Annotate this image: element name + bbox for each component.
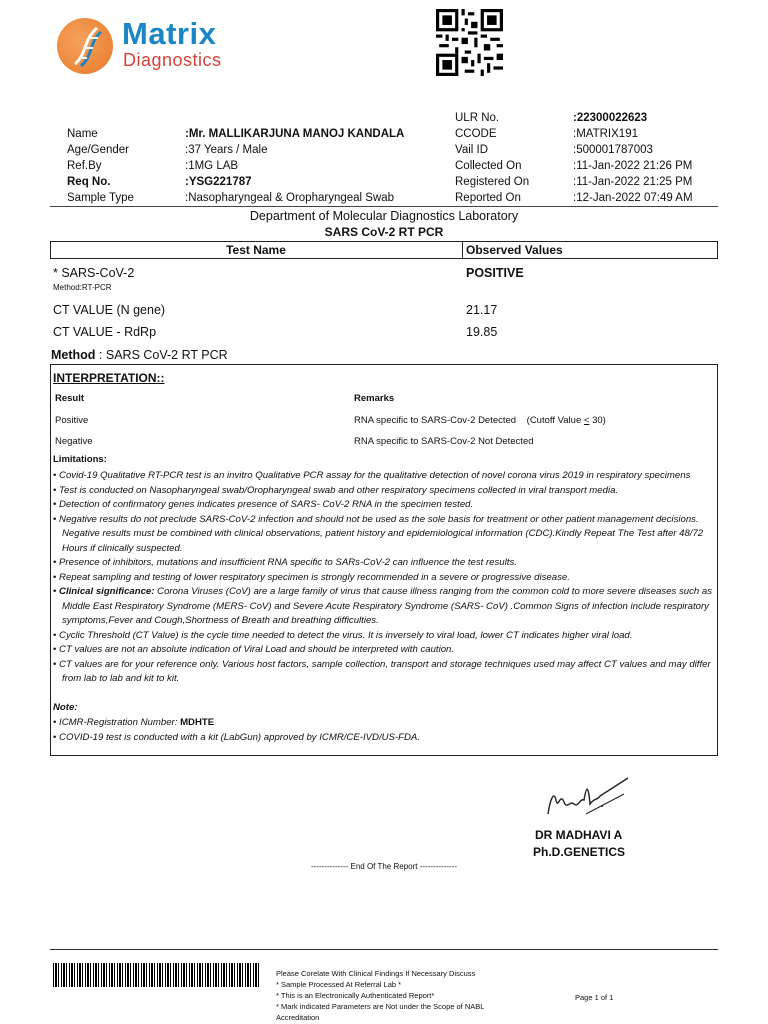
limitation-item: • Presence of inhibitors, mutations and insufficient RNA specific to SARs-CoV-2 can influence the test results.: [53, 556, 719, 571]
signatory-qualification: Ph.D.GENETICS: [533, 845, 626, 859]
age-value: :37 Years / Male: [185, 144, 268, 156]
limitation-item: • Test is conducted on Nasopharyngeal swab/Oropharyngeal swab and other respiratory specimens collected in viral transport media.: [53, 484, 719, 499]
ccode-value: :MATRIX191: [573, 128, 638, 140]
ref-label: Ref.By: [67, 160, 102, 172]
interp-result-negative: Negative: [55, 436, 93, 447]
method-line: Method : SARS CoV-2 RT PCR: [51, 348, 228, 362]
results-header-divider: [462, 241, 463, 259]
header-divider: [50, 206, 718, 207]
registered-value: :11-Jan-2022 21:25 PM: [573, 176, 693, 188]
test-name-rdrp: CT VALUE - RdRp: [53, 325, 157, 339]
sample-value: :Nasopharyngeal & Oropharyngeal Swab: [185, 192, 395, 204]
test-name-n-gene: CT VALUE (N gene): [53, 303, 166, 317]
limitations-list: [53, 469, 719, 687]
col-test-name: Test Name: [226, 243, 286, 257]
vail-label: Vail ID: [455, 144, 489, 156]
limitation-item: • CT values are not an absolute indication of Viral Load and should be interpreted with caution.: [53, 643, 719, 658]
registered-label: Registered On: [455, 176, 530, 188]
department-title: Department of Molecular Diagnostics Laboratory: [249, 209, 519, 223]
footer-line: Please Corelate With Clinical Findings If Necessary Discuss: [276, 969, 476, 978]
logo-title: Matrix: [122, 16, 217, 51]
col-observed-values: Observed Values: [466, 243, 563, 257]
test-method-sars: Method:RT-PCR: [53, 283, 112, 292]
footer-line: * This is an Electronically Authenticated Report*: [276, 991, 435, 1000]
collected-label: Collected On: [455, 160, 522, 172]
barcode-icon: [53, 963, 260, 987]
interp-remark-negative: RNA specific to SARS-Cov-2 Not Detected: [354, 436, 534, 447]
interp-result-positive: Positive: [55, 415, 89, 426]
reported-label: Reported On: [455, 192, 521, 204]
name-label: Name: [67, 128, 98, 140]
limitation-item: • Negative results do not preclude SARS-CoV-2 infection and should not be used as the sole basis for treatment or other patient management decisions. Negative results must be combined with clinical observations, patient history and epidemiological information (CDC).Kindly Repeat The Test after 48/72 Hours if clinically suspected.: [53, 513, 719, 557]
ccode-label: CCODE: [455, 128, 497, 140]
result-rdrp: 19.85: [466, 325, 498, 339]
footer-divider: [50, 949, 718, 950]
note-title: Note:: [53, 702, 78, 713]
logo-subtitle: Diagnostics: [123, 50, 222, 70]
limitation-item: • Covid-19 Qualitative RT-PCR test is an invitro Qualitative PCR assay for the qualitative detection of novel corona virus 2019 in respiratory specimens: [53, 469, 719, 484]
col-remarks: Remarks: [354, 393, 395, 404]
ref-value: :1MG LAB: [185, 160, 239, 172]
test-name-sars: * SARS-CoV-2: [53, 266, 135, 280]
limitations-title: Limitations:: [53, 454, 107, 465]
vail-value: :500001787003: [573, 144, 653, 156]
ulr-value: :22300022623: [573, 112, 648, 124]
limitation-item: • Detection of confirmatory genes indicates presence of SARS- CoV-2 RNA in the specimen tested.: [53, 498, 719, 513]
name-value: :Mr. MALLIKARJUNA MANOJ KANDALA: [185, 128, 405, 140]
kit-note: • COVID-19 test is conducted with a kit (LabGun) approved by ICMR/CE-IVD/US-FDA.: [53, 731, 719, 746]
req-value: :YSG221787: [185, 176, 252, 188]
limitation-item: • Repeat sampling and testing of lower respiratory specimen is strongly recommended in a severe or progressive disease.: [53, 571, 719, 586]
interpretation-title: INTERPRETATION::: [53, 371, 165, 385]
result-sars: POSITIVE: [466, 266, 524, 280]
req-label: Req No.: [67, 176, 111, 188]
footer-line: * Sample Processed At Referral Lab *: [276, 980, 402, 989]
col-result: Result: [55, 393, 85, 404]
icmr-line: • ICMR-Registration Number: MDHTE: [53, 716, 719, 731]
qr-code-icon: [436, 9, 503, 76]
limitation-item: • CT values are for your reference only. Various host factors, sample collection, transport and storage techniques used may affect CT values and may differ from lab to lab and kit to kit.: [53, 658, 719, 687]
logo-dna-icon: [57, 18, 113, 74]
footer-line: Accreditation: [276, 1013, 320, 1022]
page-number: Page 1 of 1: [575, 993, 614, 1002]
sample-label: Sample Type: [67, 192, 134, 204]
signatory-name: DR MADHAVI A: [535, 828, 623, 842]
interp-remark-positive: RNA specific to SARS-Cov-2 Detected (Cutoff Value < 30): [354, 415, 606, 426]
test-title: SARS CoV-2 RT PCR: [324, 225, 444, 239]
result-n-gene: 21.17: [466, 303, 498, 317]
clinical-significance-item: • Clinical significance: Corona Viruses (CoV) are a large family of virus that cause illness ranging from the common cold to more severe diseases such as Middle East Respiratory Syndrome (MERS- CoV) and Severe Acute Respiratory Syndrome (SARS- CoV) .Common Signs of infection include respiratory symptoms,Fever and Cough,Shortness of Breath and breathing difficulties.: [53, 585, 719, 629]
limitation-item: • Cyclic Threshold (CT Value) is the cycle time needed to detect the virus. It is inversely to viral load, lower CT indicates higher viral load.: [53, 629, 719, 644]
ulr-label: ULR No.: [455, 112, 500, 124]
age-label: Age/Gender: [67, 144, 130, 156]
reported-value: :12-Jan-2022 07:49 AM: [573, 192, 693, 204]
collected-value: :11-Jan-2022 21:26 PM: [573, 160, 693, 172]
signature-image: [540, 770, 630, 820]
footer-line: * Mark indicated Parameters are Not under the Scope of NABL: [276, 1002, 485, 1011]
end-of-report: -------------- End Of The Report --------------: [310, 862, 458, 871]
